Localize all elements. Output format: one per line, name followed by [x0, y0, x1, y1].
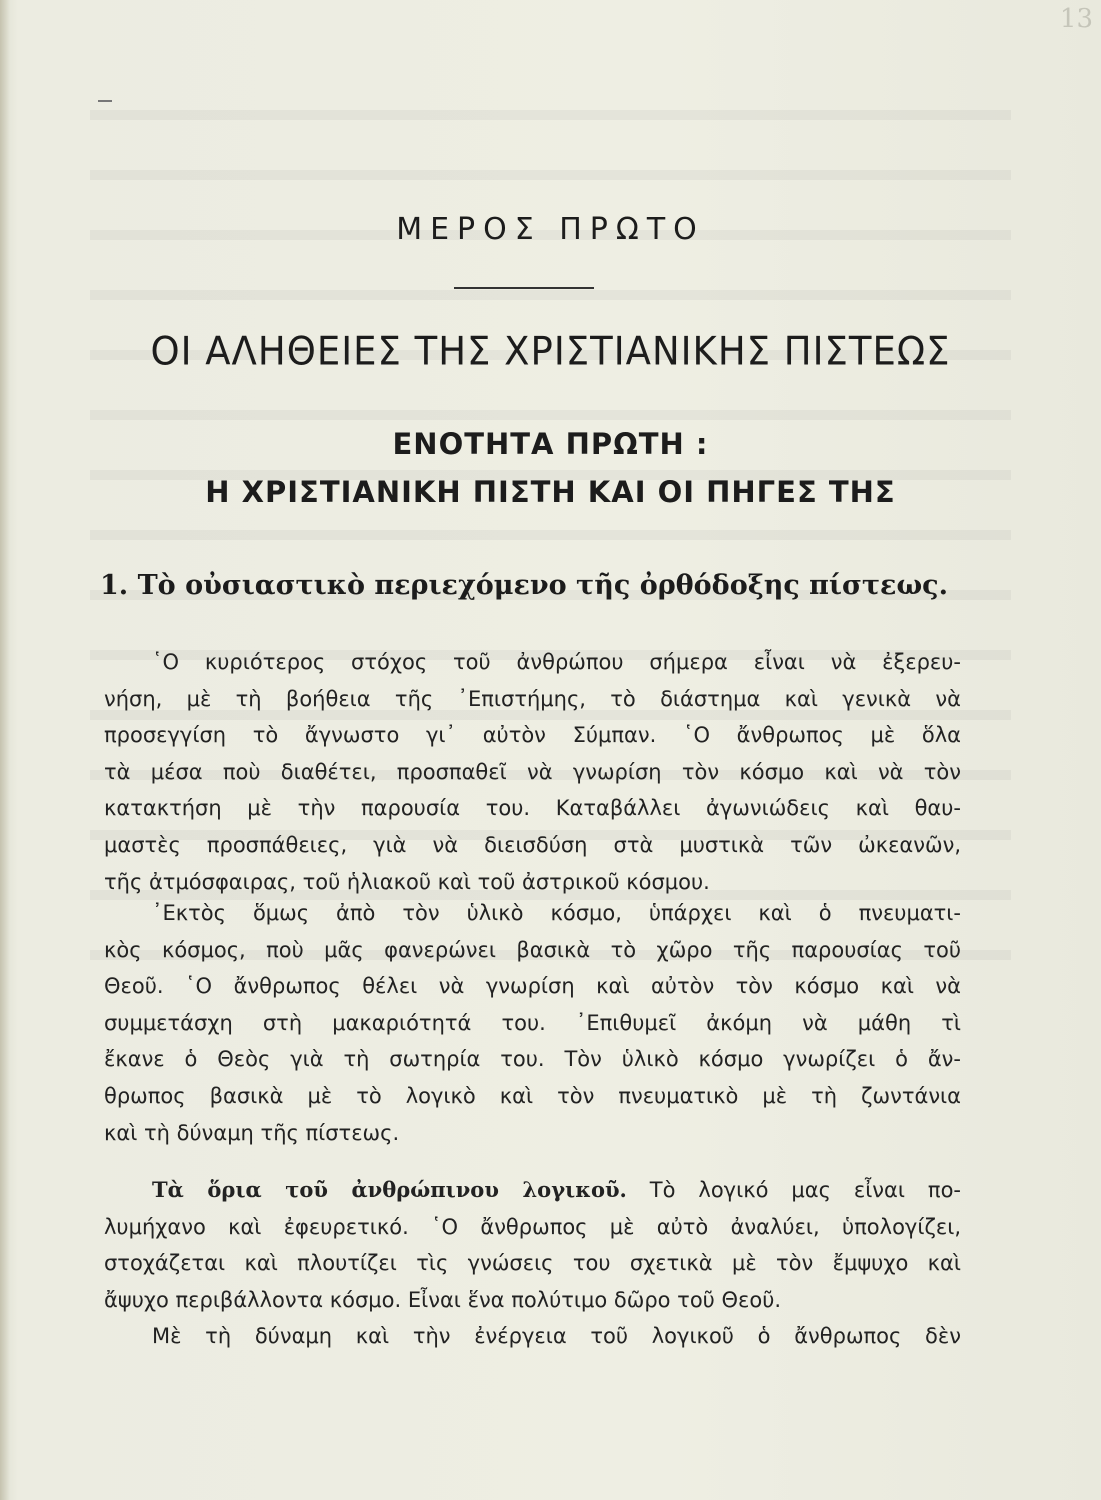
text-line: μαστὲς προσπάθειες, γιὰ νὰ διεισδύση στὰ μυστικὰ τῶν ὠκεανῶν,: [104, 832, 961, 857]
text-line: νήση, μὲ τὴ βοήθεια τῆς ᾿Επιστήμης, τὸ διάστημα καὶ γενικὰ νὰ: [104, 686, 961, 711]
unit-title-line-1: ΕΝΟΤΗΤΑ ΠΡΩΤΗ :: [392, 427, 709, 461]
text-line: κὸς κόσμος, ποὺ μᾶς φανερώνει βασικὰ τὸ χῶρο τῆς παρουσίας τοῦ: [104, 937, 961, 962]
paragraph-lead-heading: Τὰ ὅρια τοῦ ἀνθρώπινου λογικοῦ.: [152, 1177, 627, 1202]
text-line: καὶ τὴ δύναμη τῆς πίστεως.: [104, 1120, 400, 1145]
paragraph-4: [104, 1318, 961, 1355]
part-title: ΜΕΡΟΣ ΠΡΩΤΟ: [396, 212, 705, 247]
text-line: λυμήχανο καὶ ἐφευρετικό. ῾Ο ἄνθρωπος μὲ αὐτὸ ἀναλύει, ὑπολογίζει,: [104, 1214, 961, 1239]
section-heading: 1. Τὸ οὐσιαστικὸ περιεχόμενο τῆς ὀρθόδοξης πίστεως.: [100, 570, 949, 601]
text-line: τὰ μέσα ποὺ διαθέτει, προσπαθεῖ νὰ γνωρίση τὸν κόσμο καὶ νὰ τὸν: [104, 759, 961, 784]
paragraph-2: [104, 895, 961, 1151]
text-line: ᾿Εκτὸς ὅμως ἀπὸ τὸν ὑλικὸ κόσμο, ὑπάρχει καὶ ὁ πνευματι-: [152, 901, 961, 925]
text-line: ἔκανε ὁ Θεὸς γιὰ τὴ σωτηρία του. Τὸν ὑλικὸ κόσμο γνωρίζει ὁ ἄν-: [104, 1047, 961, 1072]
text-line: ῾Ο κυριότερος στόχος τοῦ ἀνθρώπου σήμερα εἶναι νὰ ἐξερευ-: [152, 650, 961, 674]
text-line: ἄψυχο περιβάλλοντα κόσμο. Εἶναι ἕνα πολύτιμο δῶρο τοῦ Θεοῦ.: [104, 1287, 782, 1312]
text-line: κατακτήση μὲ τὴν παρουσία του. Καταβάλλει ἀγωνιώδεις καὶ θαυ-: [104, 796, 961, 821]
title-rule: [454, 287, 594, 289]
unit-title-line-2: Η ΧΡΙΣΤΙΑΝΙΚΗ ΠΙΣΤΗ ΚΑΙ ΟΙ ΠΗΓΕΣ ΤΗΣ: [205, 475, 896, 509]
text-line: στοχάζεται καὶ πλουτίζει τὶς γνώσεις του σχετικὰ μὲ τὸν ἔμψυχο καὶ: [104, 1251, 961, 1276]
margin-dash: [98, 100, 112, 102]
text-line: [104, 1172, 961, 1209]
paragraph-3: [104, 1172, 961, 1318]
main-title: ΟΙ ΑΛΗΘΕΙΕΣ ΤΗΣ ΧΡΙΣΤΙΑΝΙΚΗΣ ΠΙΣΤΕΩΣ: [150, 328, 951, 375]
text-line: Θεοῦ. ῾Ο ἄνθρωπος θέλει νὰ γνωρίση καὶ αὐτὸν τὸν κόσμο καὶ νὰ: [104, 974, 961, 999]
text-line: συμμετάσχη στὴ μακαριότητά του. ᾿Επιθυμεῖ ἀκόμη νὰ μάθη τὶ: [104, 1010, 961, 1035]
text-line: θρωπος βασικὰ μὲ τὸ λογικὸ καὶ τὸν πνευματικὸ μὲ τὴ ζωντάνια: [104, 1083, 961, 1108]
paragraph-1: [104, 644, 961, 900]
paragraph-lead-rest: Τὸ λογικό μας εἶναι πο-: [626, 1178, 961, 1202]
text-line: τῆς ἀτμόσφαιρας, τοῦ ἡλιακοῦ καὶ τοῦ ἀστρικοῦ κόσμου.: [104, 869, 710, 894]
text-line: προσεγγίση τὸ ἄγνωστο γι᾿ αὐτὸν Σύμπαν. ῾Ο ἄνθρωπος μὲ ὅλα: [104, 723, 961, 748]
page-number: 13: [1059, 4, 1093, 34]
text-line: Μὲ τὴ δύναμη καὶ τὴν ἐνέργεια τοῦ λογικοῦ ὁ ἄνθρωπος δὲν: [152, 1324, 961, 1348]
